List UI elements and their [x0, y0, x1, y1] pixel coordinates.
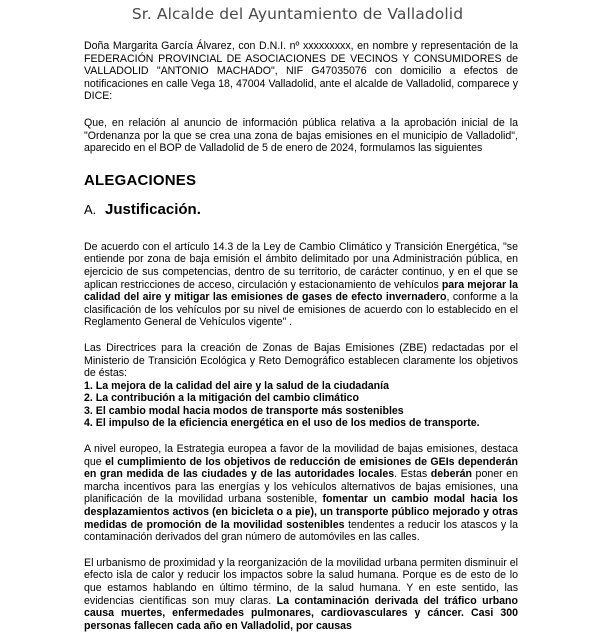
objective-item: 3. El cambio modal hacia modos de transporte más sostenibles	[84, 404, 404, 417]
intro-paragraph: Doña Margarita García Álvarez, con D.N.I. nº xxxxxxxxx, en nombre y representación de la FEDERACIÓN PROVINCIAL DE ASOCIACIONES DE VECINOS Y CONSUMIDORES de VALLADOLID "ANTONIO MACHADO", NIF G47035076 con domicilio a efectos de notificaciones en calle Vega 18, 47004 Valladolid, ante el alcalde de Valladolid, comparece y DICE:	[84, 40, 518, 103]
europa-text-4: tendentes a reducir los atascos y la contaminación derivados del gran número de automóviles en las calles.	[84, 518, 518, 544]
section-letter: A.	[84, 201, 97, 217]
document-header-title: Sr. Alcalde del Ayuntamiento de Valladolid	[131, 5, 464, 23]
document-body	[84, 40, 518, 632]
europa-paragraph	[84, 443, 518, 544]
alegaciones-heading: ALEGACIONES	[84, 171, 197, 189]
objective-item: 4. El impulso de la eficiencia energética en el uso de los medios de transporte.	[84, 417, 480, 430]
directrices-paragraph: Las Directrices para la creación de Zonas de Bajas Emisiones (ZBE) redactadas por el Ministerio de Transición Ecológica y Reto Demográfico establecen claramente los objetivos de éstas:	[84, 341, 518, 380]
objectives-list	[84, 380, 518, 430]
urbanismo-bold-1: La contaminación derivada del tráfico urbano causa muertes, enfermedades pulmonares, cardiovasculares y cáncer. Casi 300 personas fallecen cada año en Valladolid, por causas	[84, 594, 518, 632]
request-paragraph: Que, en relación al anuncio de información pública relativa a la aprobación inicial de la "Ordenanza por la que se crea una zona de bajas emisiones en el municipio de Valladolid", aparecido en el BOP de Valladolid de 5 de enero de 2024, formulamos las siguientes	[84, 116, 518, 155]
urbanismo-paragraph	[84, 557, 518, 633]
ley-text-1: De acuerdo con el artículo 14.3 de la Ley de Cambio Climático y Transición Energética, "se entiende por zona de baja emisión el ámbito delimitado por una Administración pública, en ejercicio de sus competencias, dentro de su territorio, de carácter continuo, y en el que se aplican restricciones de acceso, circulación y estacionamiento de vehículos	[84, 240, 518, 291]
urbanismo-text-1: El urbanismo de proximidad y la reorganización de la movilidad urbana permiten disminuir el efecto isla de calor y reducir los impactos sobre la salud humana. Porque es de esto de lo que estamos hablando en último término, de la salud humana. Y en este sentido, las evidencias científicas son muy claras.	[84, 556, 518, 607]
section-title: Justificación.	[105, 200, 201, 218]
ley-bold-1: para mejorar la calidad del aire y mitigar las emisiones de gases de efecto invernadero	[84, 278, 518, 304]
objective-item: 1. La mejora de la calidad del aire y la salud de la ciudadanía	[84, 379, 389, 392]
europa-text-3: poner en marcha incentivos para las energías y los vehículos alternativos de bajas emisiones, una planificación de la movilidad urbana sostenible,	[84, 468, 519, 506]
section-a-heading	[84, 201, 518, 219]
ley-paragraph	[84, 241, 518, 329]
europa-bold-2: deberán	[430, 468, 472, 481]
objective-item: 2. La contribución a la mitigación del cambio climático	[84, 392, 359, 405]
europa-text-2: . Estas	[394, 468, 431, 481]
europa-text-1: A nivel europeo, la Estrategia europea a favor de la movilidad de bajas emisiones, destaca que	[84, 443, 518, 468]
europa-bold-1: el cumplimiento de los objetivos de reducción de emisiones de GEIs dependerán en gran medida de las ciudades y de las autoridades locales	[84, 455, 518, 481]
europa-bold-3: fomentar un cambio modal hacia los desplazamientos activos (en bicicleta o a pie), un transporte público mejorado y otras medidas de promoción de la movilidad sostenibles	[84, 493, 518, 531]
ley-text-2: , conforme a la clasificación de los vehículos por su nivel de emisiones de acuerdo con lo establecido en el Reglamento General de Vehículos vigente" .	[84, 291, 518, 329]
